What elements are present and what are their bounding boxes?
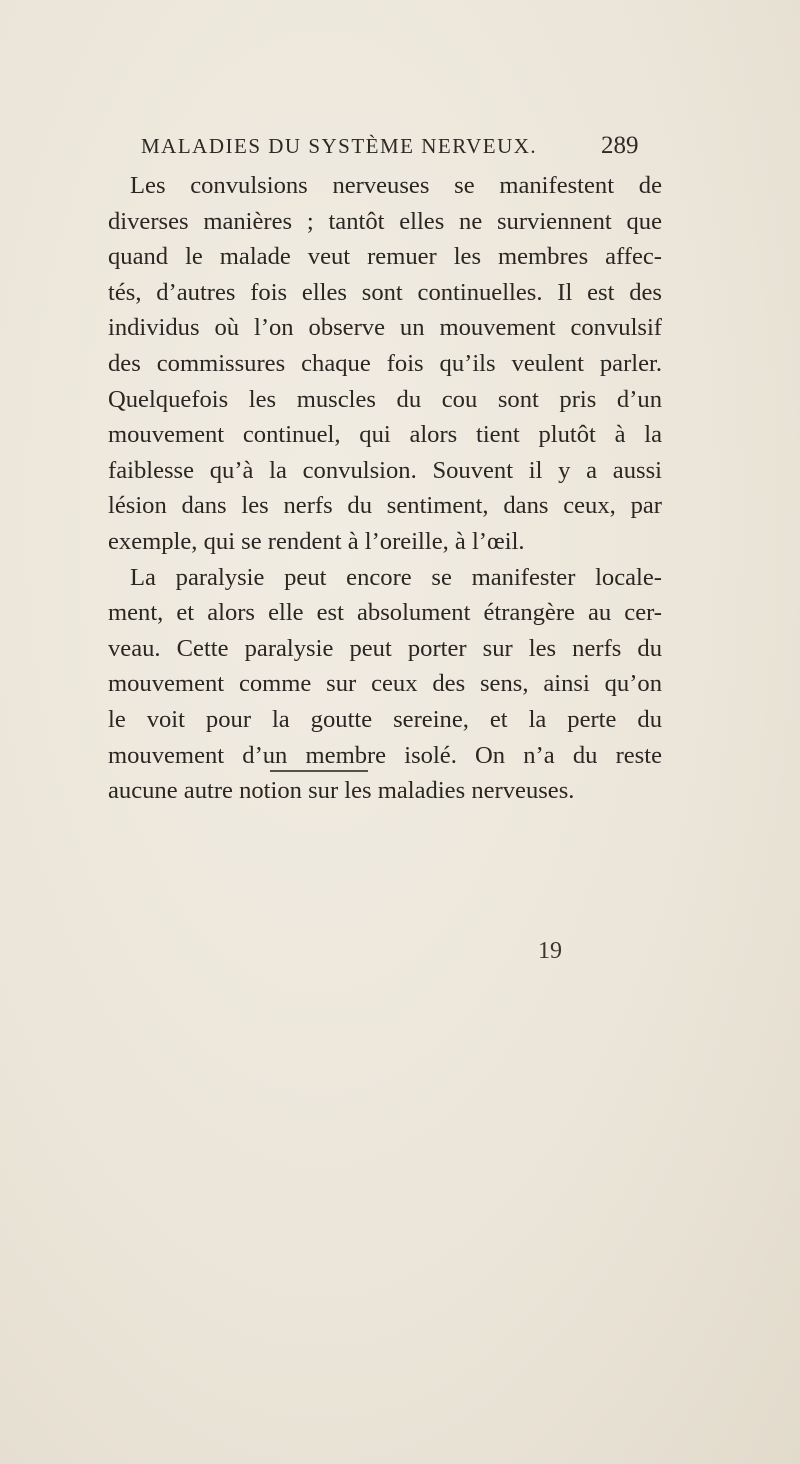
running-head [0, 134, 800, 166]
text-line: mouvement comme sur ceux des sens, ainsi qu’on [108, 670, 662, 698]
section-divider [270, 770, 368, 772]
text-line: ment, et alors elle est absolument étrangère au cer- [108, 599, 662, 627]
text-line: individus où l’on observe un mouvement convulsif [108, 314, 662, 342]
text-line: mouvement continuel, qui alors tient plutôt à la [108, 421, 662, 449]
text-line: diverses manières ; tantôt elles ne surviennent que [108, 207, 662, 235]
text-line: veau. Cette paralysie peut porter sur les nerfs du [108, 634, 662, 662]
text-line: quand le malade veut remuer les membres affec- [108, 243, 662, 271]
running-title: MALADIES DU SYSTÈME NERVEUX. [141, 134, 538, 158]
text-line: aucune autre notion sur les maladies nerveuses. [108, 777, 575, 805]
text-line: exemple, qui se rendent à l’oreille, à l’œil. [108, 527, 525, 555]
text-line: le voit pour la goutte sereine, et la perte du [108, 705, 662, 733]
signature-mark: 19 [538, 938, 562, 964]
text-line: mouvement d’un membre isolé. On n’a du reste [108, 741, 662, 769]
text-line: tés, d’autres fois elles sont continuelles. Il est des [108, 278, 662, 306]
text-line: faiblesse qu’à la convulsion. Souvent il y a aussi [108, 456, 662, 484]
text-line: La paralysie peut encore se manifester locale- [130, 563, 662, 591]
text-line: lésion dans les nerfs du sentiment, dans ceux, par [108, 492, 662, 520]
body-text [108, 168, 662, 809]
text-line: des commissures chaque fois qu’ils veulent parler. [108, 349, 662, 377]
text-line: Quelquefois les muscles du cou sont pris d’un [108, 385, 662, 413]
page-number: 289 [601, 132, 639, 159]
text-line: Les convulsions nerveuses se manifestent de [130, 172, 662, 199]
